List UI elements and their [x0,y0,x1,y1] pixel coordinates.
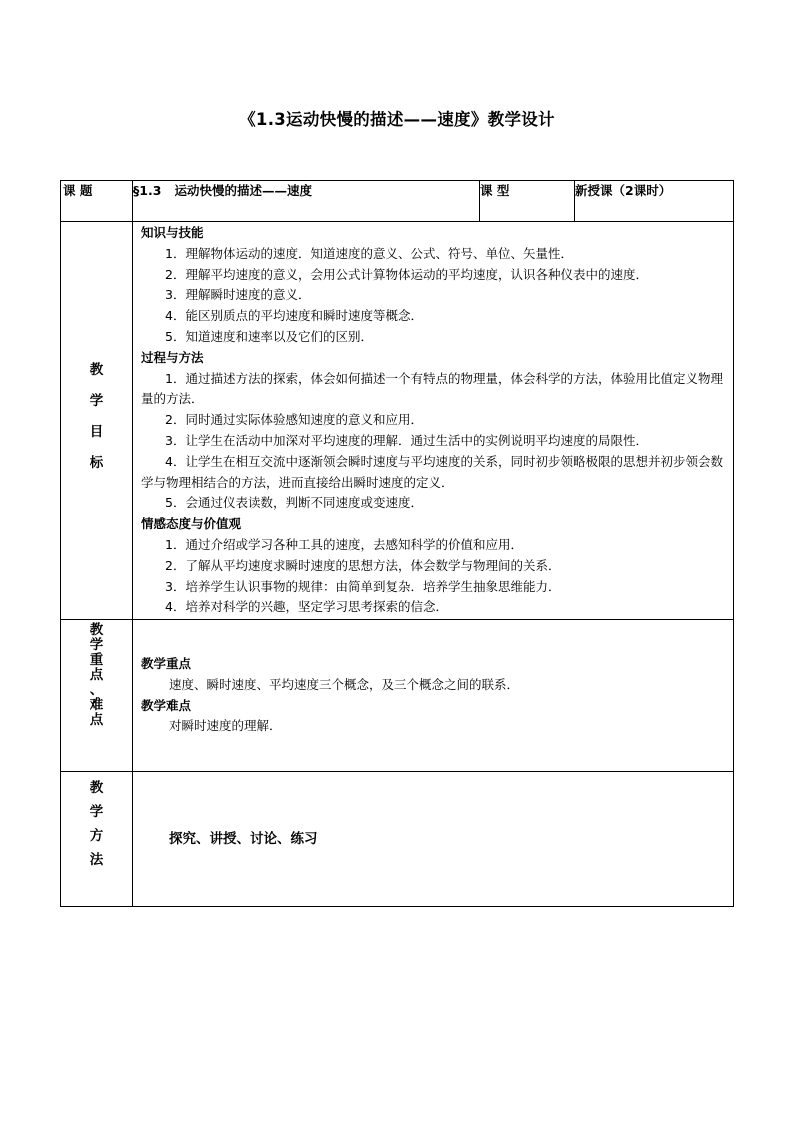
difficulty-text: 对瞬时速度的理解． [169,718,282,734]
emotion-item: 1．通过介绍或学习各种工具的速度，去感知科学的价值和应用． [165,536,523,552]
process-item: 5．会通过仪表读数，判断不同速度或变速度． [165,495,423,511]
header-row [61,181,734,222]
methods-label: 教 学 方 法 [89,780,104,868]
document-title: 《1.3运动快慢的描述——速度》教学设计 [239,110,555,129]
lesson-plan-table [60,180,734,907]
methods-label-cell [61,772,133,907]
process-item: 4．让学生在相互交流中逐渐领会瞬时速度与平均速度的关系，同时初步领略极限的思想并初步领会数学与物理相结合的方法，进而直接给出瞬时速度的定义． [141,453,723,490]
objectives-label-cell [61,222,133,620]
emotion-item: 4．培养对科学的兴趣，坚定学习思考探索的信念． [165,599,448,615]
lesson-value: §1.3 运动快慢的描述——速度 [133,183,312,198]
methods-text: 探究、讲授、讨论、练习 [169,831,318,847]
process-item: 2．同时通过实际体验感知速度的意义和应用． [165,412,423,428]
key-points-content-cell [133,620,734,772]
methods-content-cell [133,772,734,907]
type-label-cell [480,181,575,222]
lesson-label-cell [61,181,133,222]
focus-text: 速度、瞬时速度、平均速度三个概念，及三个概念之间的联系． [169,676,520,692]
difficulty-heading: 教学难点 [141,697,192,713]
process-item: 1．通过描述方法的探索，体会如何描述一个有特点的物理量，体会科学的方法，体验用比值定义物理量的方法． [141,370,723,407]
knowledge-item: 1．理解物体运动的速度．知道速度的意义、公式、符号、单位、矢量性． [165,245,573,261]
process-heading: 过程与方法 [141,349,204,365]
knowledge-item: 2．理解平均速度的意义，会用公式计算物体运动的平均速度，认识各种仪表中的速度． [165,266,648,282]
emotion-item: 3．培养学生认识事物的规律：由简单到复杂．培养学生抽象思维能力． [165,578,561,594]
knowledge-heading: 知识与技能 [141,225,204,240]
objectives-content-cell [133,222,734,620]
process-item: 3．让学生在活动中加深对平均速度的理解．通过生活中的实例说明平均速度的局限性． [165,432,648,448]
focus-heading: 教学重点 [141,656,192,671]
knowledge-item: 3．理解瞬时速度的意义． [165,287,311,303]
methods-row [61,772,734,907]
key-points-label-cell [61,620,133,772]
knowledge-item: 5．知道速度和速率以及它们的区别． [165,328,373,344]
objectives-label: 教 学 目 标 [89,362,104,471]
knowledge-item: 4．能区别质点的平均速度和瞬时速度等概念． [165,308,423,324]
lesson-value-cell [133,181,480,222]
key-points-label: 教 学 重 点 、 难 点 [89,622,104,728]
type-value-cell [575,181,734,222]
type-value: 新授课（2课时） [575,183,672,198]
emotion-heading: 情感态度与价值观 [141,516,242,532]
lesson-label: 课 题 [63,183,93,198]
emotion-item: 2．了解从平均速度求瞬时速度的思想方法，体会数学与物理间的关系． [165,557,561,573]
objectives-row [61,222,734,620]
key-points-row [61,620,734,772]
type-label: 课 型 [480,183,510,198]
